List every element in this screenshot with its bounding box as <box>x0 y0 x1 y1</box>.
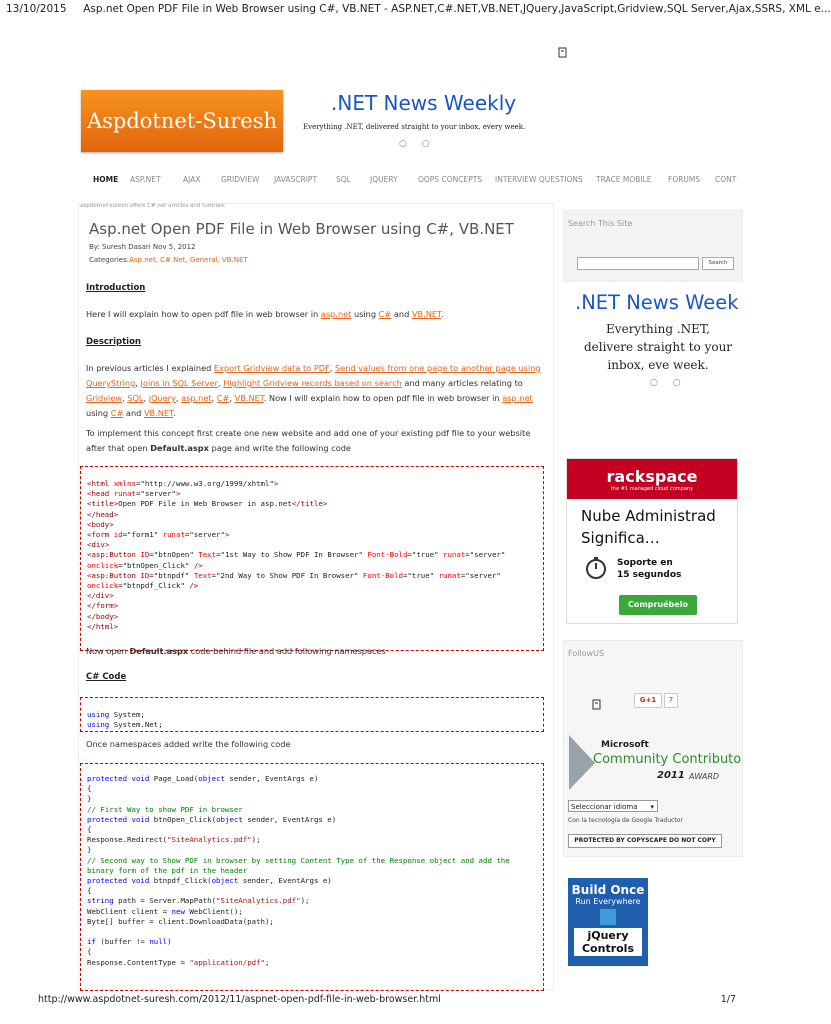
code-line: binary form of the pdf in the header <box>87 865 248 875</box>
code-line: Response.ContentType = "application/pdf"; <box>87 957 270 967</box>
mvp-year: 2011 <box>657 770 685 781</box>
code-line: // First Way to show PDF in browser <box>87 804 243 814</box>
google-plus-count: 7 <box>664 693 678 708</box>
link-aspnet[interactable]: asp.net <box>320 309 352 319</box>
stopwatch-icon <box>585 557 607 579</box>
link-highlight[interactable]: Highlight Gridview records based on search <box>223 378 402 388</box>
code-line: } <box>87 845 92 855</box>
mvp-award: AWARD <box>689 772 720 781</box>
code-line: </form> <box>87 601 119 611</box>
header-ad-dots[interactable]: ○ ○ <box>399 139 436 149</box>
code-line: string path = Server.MapPath("SiteAnalytics.pdf"); <box>87 896 310 906</box>
code-line: onclick="btnpdf_Click" /> <box>87 581 199 591</box>
print-title: Asp.net Open PDF File in Web Browser using C#, VB.NET - ASP.NET,C#.NET,VB.NET,JQuery,JavaScript,Gridview,SQL Server,Ajax,SSRS, XML e... <box>83 3 831 15</box>
code-line: { <box>87 825 92 835</box>
search-button[interactable]: Search <box>702 257 734 270</box>
code-line: } <box>87 794 92 804</box>
print-date: 13/10/2015 <box>6 3 67 15</box>
rackspace-cta-button[interactable]: Compruébelo <box>619 595 697 615</box>
intro-heading: Introduction <box>86 283 146 293</box>
code-line <box>81 927 543 937</box>
bookmark-icon <box>558 44 568 56</box>
category-links[interactable]: Asp.net, C#.Net, General, VB.NET <box>129 256 248 264</box>
description-heading: Description <box>86 337 141 347</box>
code-line: using System.Net; <box>87 720 163 730</box>
jq-line3: jQuery <box>587 929 629 942</box>
search-widget <box>563 210 743 282</box>
jq-line4: Controls <box>581 942 635 955</box>
nav-item-oops-concepts[interactable]: OOPS CONCEPTS <box>418 175 483 184</box>
followus-label: FollowUS <box>568 649 605 658</box>
code-line: protected void btnOpen_Click(object sender, EventArgs e) <box>87 814 337 824</box>
header-ad-subtitle: Everything .NET, delivered straight to your inbox, every week. <box>303 123 526 131</box>
google-plus-button[interactable]: G+1 <box>634 693 662 708</box>
nav-item-trace-mobile[interactable]: TRACE MOBILE <box>596 175 652 184</box>
once-paragraph: Once namespaces added write the following code <box>86 739 291 749</box>
header-ad-title[interactable]: .NET News Weekly <box>331 91 517 115</box>
search-input[interactable] <box>577 257 699 270</box>
link-csharp-3[interactable]: C# <box>110 408 124 418</box>
link-aspnet-2[interactable]: asp.net <box>181 393 212 403</box>
code-line: <title>Open PDF File in Web Browser in asp.net</title> <box>87 499 328 509</box>
code-line: Response.Redirect("SiteAnalytics.pdf"); <box>87 835 261 845</box>
code-line: <asp:Button ID="btnpdf" Text="2nd Way to Show PDF In Browser" Font-Bold="true" runat="server" <box>87 570 501 580</box>
code-line: WebClient client = new WebClient(); <box>87 906 243 916</box>
code-line: if (buffer != null) <box>87 937 172 947</box>
code-line: protected void Page_Load(object sender, EventArgs e) <box>87 774 319 783</box>
copyscape-badge[interactable]: PROTECTED BY COPYSCAPE DO NOT COPY <box>568 834 722 848</box>
code-line: onclick="btnOpen_Click" /> <box>87 560 203 570</box>
now-open-paragraph: Now open Default.aspx code behind file and add following namespaces <box>86 646 386 656</box>
print-header <box>6 3 831 15</box>
nav-item-interview-questions[interactable]: INTERVIEW QUESTIONS <box>495 175 583 184</box>
code-line: <html xmlns="http://www.w3.org/1999/xhtml"> <box>87 479 279 488</box>
link-aspnet-3[interactable]: asp.net <box>502 393 533 403</box>
code-line: { <box>87 784 92 794</box>
nav-item-ajax[interactable]: AJAX <box>183 175 201 184</box>
site-logo[interactable]: Aspdotnet-Suresh <box>81 90 283 152</box>
rackspace-ad[interactable] <box>566 458 738 624</box>
code-line: { <box>87 886 92 896</box>
jquery-logo-icon <box>600 909 616 925</box>
nav-item-home[interactable]: HOME <box>93 175 119 184</box>
code-line: </body> <box>87 611 119 621</box>
mvp-badge[interactable] <box>569 735 742 790</box>
google-translate-credit[interactable]: Con la tecnología de Google Traductor <box>568 817 683 824</box>
implement-paragraph: To implement this concept first create one new website and add one of your existing pdf file to your website after that open Default.aspx page and write the following code <box>86 428 531 453</box>
rackspace-support: Soporte en 15 segundos <box>617 558 682 580</box>
jquery-controls-ad[interactable] <box>568 878 648 966</box>
rackspace-tagline: the #1 managed cloud company <box>610 485 694 492</box>
code-line: { <box>87 947 92 957</box>
post-title[interactable]: Asp.net Open PDF File in Web Browser using C#, VB.NET <box>89 220 514 238</box>
sidebar-ad-title[interactable]: .NET News Week <box>575 291 739 314</box>
language-select[interactable]: Seleccionar idioma ▾ <box>568 800 658 812</box>
code-line: <asp:Button ID="btnOpen" Text="1st Way to Show PDF In Browser" Font-Bold="true" runat="server" <box>87 550 506 560</box>
link-vbnet-2[interactable]: VB.NET <box>234 393 264 403</box>
code-line: </head> <box>87 509 119 519</box>
code-line: </div> <box>87 591 114 601</box>
code-line: protected void btnpdf_Click(object sender, EventArgs e) <box>87 876 332 886</box>
search-label: Search This Site <box>568 219 633 228</box>
rackspace-banner <box>567 459 737 499</box>
nav-item-jquery[interactable]: JQUERY <box>370 175 398 184</box>
code-line: <form id="form1" runat="server"> <box>87 530 230 540</box>
html-code-block <box>80 466 544 651</box>
main-nav <box>78 170 737 190</box>
nav-item-forums[interactable]: FORUMS <box>668 175 701 184</box>
print-footer-url: http://www.aspdotnet-suresh.com/2012/11/aspnet-open-pdf-file-in-web-browser.html <box>38 994 441 1005</box>
dropdown-arrow-icon: ▾ <box>650 803 654 811</box>
link-csharp[interactable]: C# <box>378 309 392 319</box>
code-line: <div> <box>87 540 110 550</box>
bookmark-icon <box>592 696 602 715</box>
code-line: Byte[] buffer = client.DownloadData(path); <box>87 916 274 926</box>
nav-item-gridview[interactable]: GRIDVIEW <box>221 175 260 184</box>
code-line: using System; <box>87 710 145 719</box>
link-gridview[interactable]: Gridview <box>86 393 123 403</box>
namespace-code-block <box>80 697 544 732</box>
link-jquery[interactable]: jQuery <box>148 393 176 403</box>
print-footer-page: 1/7 <box>720 994 736 1005</box>
link-sql[interactable]: SQL <box>127 393 144 403</box>
nav-item-javascript[interactable]: JAVASCRIPT <box>274 175 318 184</box>
link-vbnet-3[interactable]: VB.NET <box>143 408 174 418</box>
sidebar-ad-text: Everything .NET, delivere straight to your inbox, eve week. <box>583 322 733 372</box>
csharp-heading: C# Code <box>86 672 127 682</box>
description-paragraph: In previous articles I explained Export Gridview data to PDF, Send values from one page to another page using QueryString, Joins in SQL Server, Highlight Gridview records based on search and many articles relating to Gridview, SQL, jQuery, asp.net, C#, VB.NET. Now I will explain how to open pdf file in web browser in asp.net using C# and VB.NET. <box>86 363 541 418</box>
code-line: <head runat="server"> <box>87 489 181 499</box>
link-querystring[interactable]: Send values from one page to another page using QueryString <box>86 363 541 388</box>
intro-paragraph: Here I will explain how to open pdf file in web browser in asp.net using C# and VB.NET. <box>86 309 444 319</box>
csharp-code-block <box>80 763 544 991</box>
link-joins[interactable]: Joins in SQL Server <box>140 378 219 388</box>
sidebar-ad-dots[interactable]: ○ ○ <box>650 378 687 388</box>
link-export-gridview[interactable]: Export Gridview data to PDF <box>213 363 330 373</box>
nav-item-asp-net[interactable]: ASP.NET <box>130 175 161 184</box>
code-line: // Second way to Show PDF in browser by setting Content Type of the Response object and add the <box>87 855 510 865</box>
mvp-brand: Microsoft <box>601 740 649 750</box>
post-byline: By: Suresh Dasari Nov 5, 2012 <box>89 243 196 251</box>
mvp-title: Community Contributo <box>593 752 742 767</box>
code-line: <body> <box>87 519 114 529</box>
nav-item-cont[interactable]: CONT <box>715 175 737 184</box>
link-vbnet[interactable]: VB.NET <box>411 309 442 319</box>
link-csharp-2[interactable]: C# <box>216 393 230 403</box>
rackspace-logo: rackspace <box>606 466 698 486</box>
jq-line2: Run Everywhere <box>575 897 641 906</box>
breadcrumb: aspdotnet-suresh offers C#.net articles and tutorials <box>80 203 225 209</box>
rackspace-headline: Nube Administrad Significa… <box>581 507 716 547</box>
post-categories: Categories:Asp.net, C#.Net, General, VB.NET <box>89 256 248 264</box>
jq-line1: Build Once <box>571 883 645 897</box>
code-line: </html> <box>87 621 119 631</box>
nav-item-sql[interactable]: SQL <box>336 175 351 184</box>
